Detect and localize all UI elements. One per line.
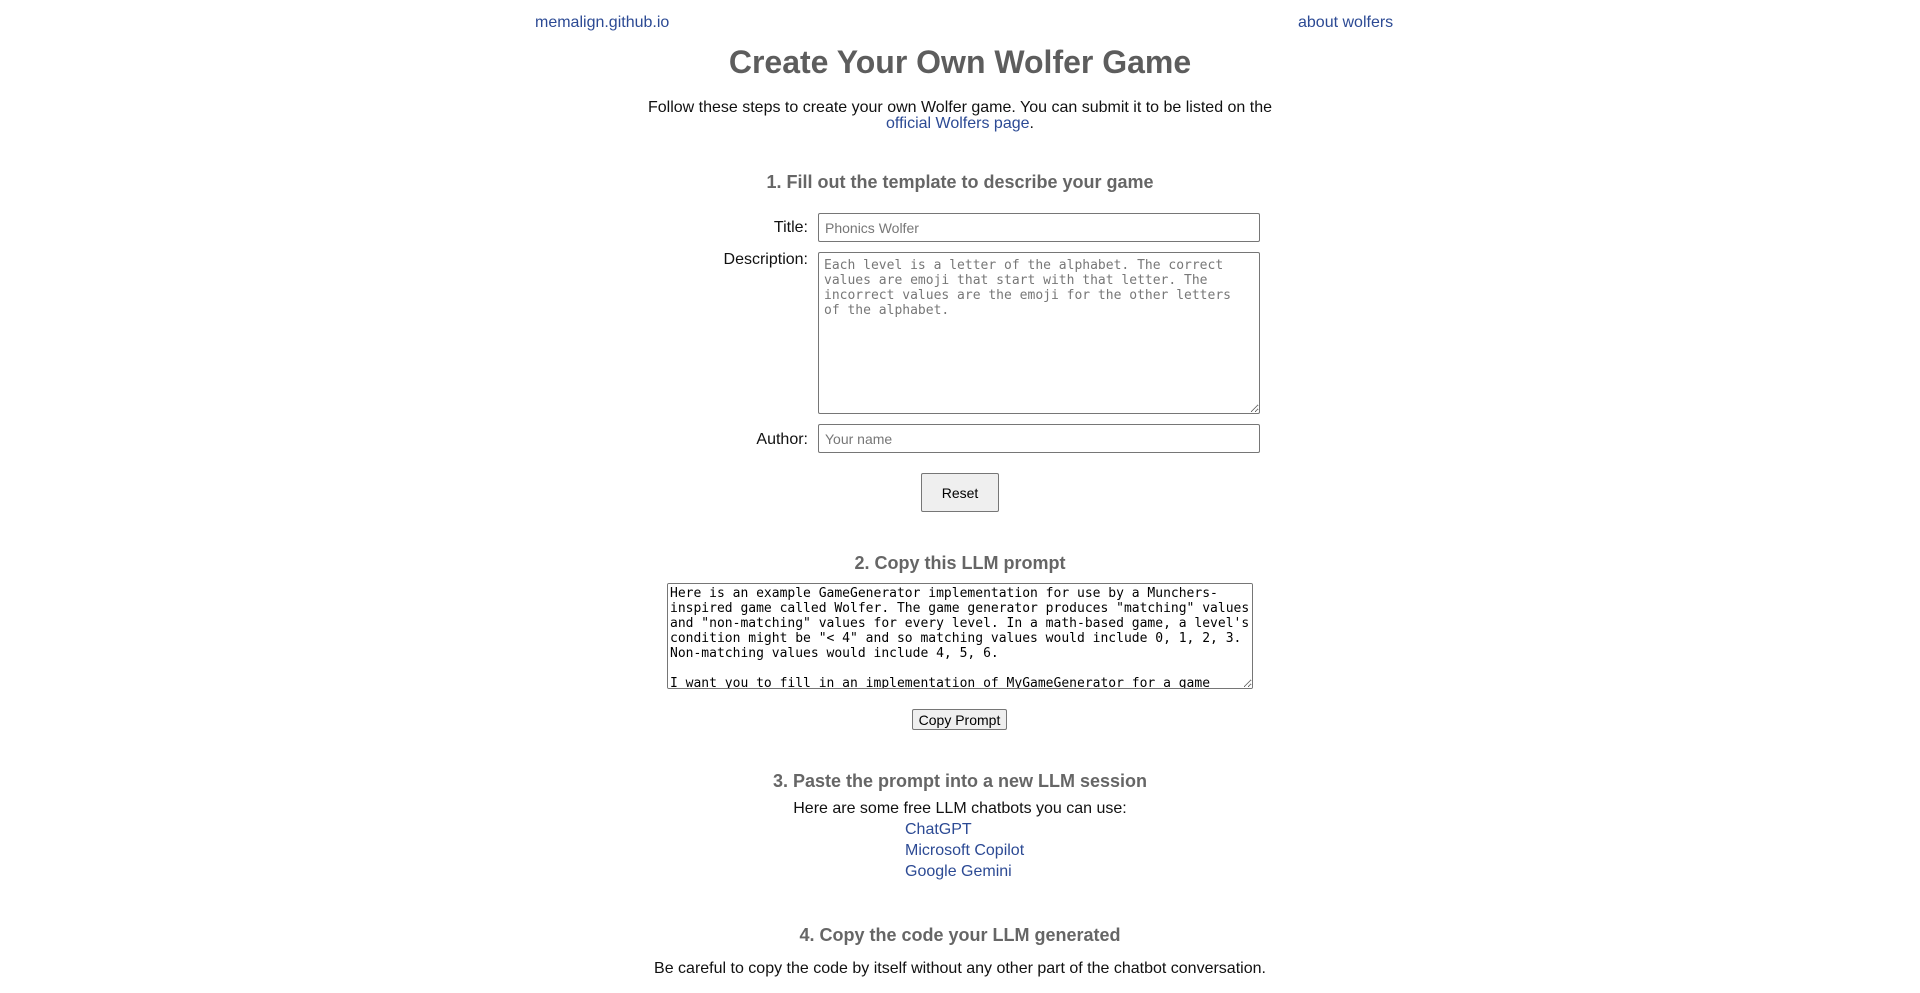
step4-heading: 4. Copy the code your LLM generated (799, 925, 1121, 945)
author-label: Author: (756, 431, 808, 448)
copy-code-warning: Be careful to copy the code by itself without any other part of the chatbot conversation. (654, 960, 1266, 977)
title-label: Title: (773, 219, 808, 236)
intro-sentence: Follow these steps to create your own Wolfer game. You can submit it to be listed on the (647, 99, 1273, 116)
chatbot-links (905, 819, 1024, 882)
chatbots-intro: Here are some free LLM chatbots you can use: (793, 800, 1127, 817)
step2-heading: 2. Copy this LLM prompt (854, 553, 1066, 573)
title-input[interactable] (818, 213, 1260, 242)
copy-prompt-button[interactable]: Copy Prompt (912, 709, 1007, 730)
official-wolfers-link[interactable]: official Wolfers page (886, 115, 1030, 132)
about-wolfers-link[interactable]: about wolfers (1298, 14, 1394, 31)
step3-heading: 3. Paste the prompt into a new LLM session (772, 771, 1148, 791)
page-title: Create Your Own Wolfer Game (728, 44, 1192, 80)
home-link[interactable]: memalign.github.io (535, 14, 670, 31)
step1-heading: 1. Fill out the template to describe your game (766, 172, 1154, 192)
author-input[interactable] (818, 424, 1260, 453)
microsoft-copilot-link[interactable]: Microsoft Copilot (905, 842, 1025, 859)
description-textarea[interactable] (818, 252, 1260, 414)
llm-prompt-textarea[interactable] (667, 583, 1253, 689)
reset-button[interactable]: Reset (921, 473, 999, 512)
google-gemini-link[interactable]: Google Gemini (905, 863, 1012, 880)
description-label: Description: (723, 251, 808, 268)
chatgpt-link[interactable]: ChatGPT (905, 821, 972, 838)
intro-text (0, 100, 1920, 116)
intro-end: . (1029, 115, 1034, 132)
